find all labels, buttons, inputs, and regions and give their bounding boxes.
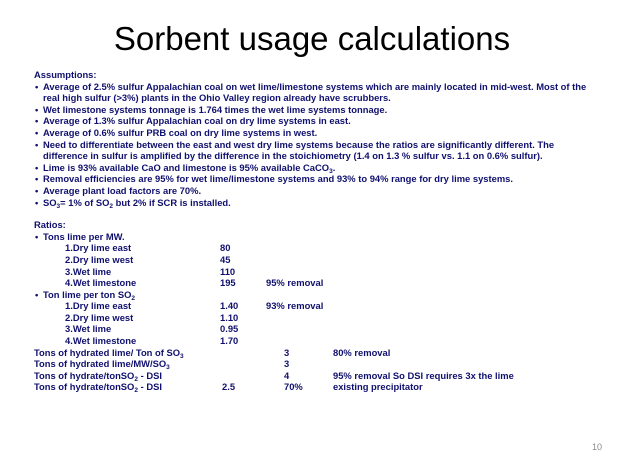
caco3-end: . <box>332 161 336 173</box>
list-item <box>34 162 594 174</box>
list-item: • Average of 1.3% sulfur Appalachian coal on dry lime systems in east. <box>34 115 594 127</box>
row-label-tail: - DSI <box>137 381 162 393</box>
group2-label: Ton lime per ton SO <box>43 288 132 300</box>
row-value: 2.5 <box>222 381 236 393</box>
row-label: 2.Dry lime west <box>65 253 134 265</box>
row-value: 195 <box>220 277 236 289</box>
so3-mid: = 1% of SO <box>60 196 110 208</box>
table-row <box>34 381 594 393</box>
table-row <box>34 323 594 335</box>
row-note: 95% removal So DSI requires 3x the lime <box>333 369 514 381</box>
tons-lime-per-mw-table <box>34 242 594 288</box>
row-value: 0.95 <box>220 323 239 335</box>
caco3-subscript: 3 <box>329 167 333 175</box>
page-number: 10 <box>591 442 602 452</box>
row-label <box>34 381 162 393</box>
ratios-list <box>34 231 594 243</box>
so3-subscript: 3 <box>56 202 61 210</box>
row-value: 110 <box>220 265 236 277</box>
row-value: 3 <box>284 358 290 370</box>
table-row <box>34 242 594 254</box>
so3-text: SO <box>43 196 57 208</box>
row-label: 1.Dry lime east <box>65 300 132 312</box>
list-item: • Average of 2.5% sulfur Appalachian coal on wet lime/limestone systems which are mainly located in mid-west. Most of the real high sulfur (>3%) plants in the Ohio Valley region already have scrubbers. <box>34 81 594 104</box>
row-value: 45 <box>220 253 231 265</box>
slide-title: Sorbent usage calculations <box>113 20 511 57</box>
row-label-tail: - DSI <box>137 369 162 381</box>
table-row <box>34 370 594 382</box>
list-item: • Average plant load factors are 70%. <box>34 185 594 197</box>
so2-subscript: 2 <box>109 202 114 210</box>
so3-end: but 2% if SCR is installed. <box>113 196 231 208</box>
row-label-subscript: 3 <box>166 364 170 372</box>
row-note: 93% removal <box>266 300 324 312</box>
row-label: 2.Dry lime west <box>65 311 134 323</box>
row-value: 3 <box>284 346 290 358</box>
ratios-heading: Ratios: <box>34 219 66 231</box>
list-item: • Tons lime per MW. <box>34 231 594 243</box>
row-value: 1.70 <box>220 335 239 347</box>
list-item: • Wet limestone systems tonnage is 1.764 times the wet lime systems tonnage. <box>34 104 594 116</box>
row-note: 80% removal <box>333 346 391 358</box>
row-label-subscript: 3 <box>180 352 184 360</box>
row-label: 4.Wet limestone <box>65 335 137 347</box>
row-note: 95% removal <box>266 277 324 289</box>
table-row <box>34 347 594 359</box>
hydrated-lime-table <box>34 347 594 393</box>
list-item: • Need to differentiate between the east and west dry lime systems because the ratios are significantly different. The difference in sulfur is amplified by the difference in the stoichiometry (1.4 on 1.3 % sulfur vs. 1.1 on 0.6% sulfur). <box>34 139 594 162</box>
row-label: 4.Wet limestone <box>65 277 137 289</box>
table-row <box>34 312 594 324</box>
table-row <box>34 358 594 370</box>
row-value: 4 <box>284 369 290 381</box>
list-item: • Removal efficiencies are 95% for wet lime/limestone systems and 93% to 94% range for dry lime systems. <box>34 173 594 185</box>
row-label: 3.Wet lime <box>65 323 112 335</box>
row-label <box>34 370 162 382</box>
table-row <box>34 277 594 289</box>
row-label <box>34 347 184 359</box>
row-value: 70% <box>284 381 303 393</box>
row-label-text: Tons of hydrated lime/MW/SO <box>34 358 167 370</box>
row-label-text: Tons of hydrate/tonSO <box>34 381 135 393</box>
list-item <box>34 197 594 209</box>
row-label: 1.Dry lime east <box>65 242 132 254</box>
row-label: 3.Wet lime <box>65 265 112 277</box>
caco3-text: Lime is 93% available CaO and limestone is 95% available CaCO <box>43 161 330 173</box>
row-label <box>34 358 170 370</box>
table-row <box>34 254 594 266</box>
row-label-subscript: 2 <box>134 375 138 383</box>
table-row <box>34 300 594 312</box>
assumptions-heading: Assumptions: <box>34 69 97 80</box>
so2-subscript: 2 <box>131 294 135 302</box>
table-row <box>34 266 594 278</box>
list-item <box>34 289 594 301</box>
row-label-text: Tons of hydrated lime/ Ton of SO <box>34 346 181 358</box>
row-note: existing precipitator <box>333 381 423 393</box>
list-item: • Average of 0.6% sulfur PRB coal on dry lime systems in west. <box>34 127 594 139</box>
assumptions-list <box>34 81 594 209</box>
row-value: 80 <box>220 242 231 254</box>
table-row <box>34 335 594 347</box>
ton-lime-per-ton-so2-table <box>34 300 594 346</box>
slide-body <box>34 69 594 393</box>
row-value: 1.10 <box>220 311 239 323</box>
ratios-list-2 <box>34 289 594 301</box>
row-label-text: Tons of hydrate/tonSO <box>34 369 135 381</box>
row-label-subscript: 2 <box>134 387 138 395</box>
row-value: 1.40 <box>220 300 239 312</box>
